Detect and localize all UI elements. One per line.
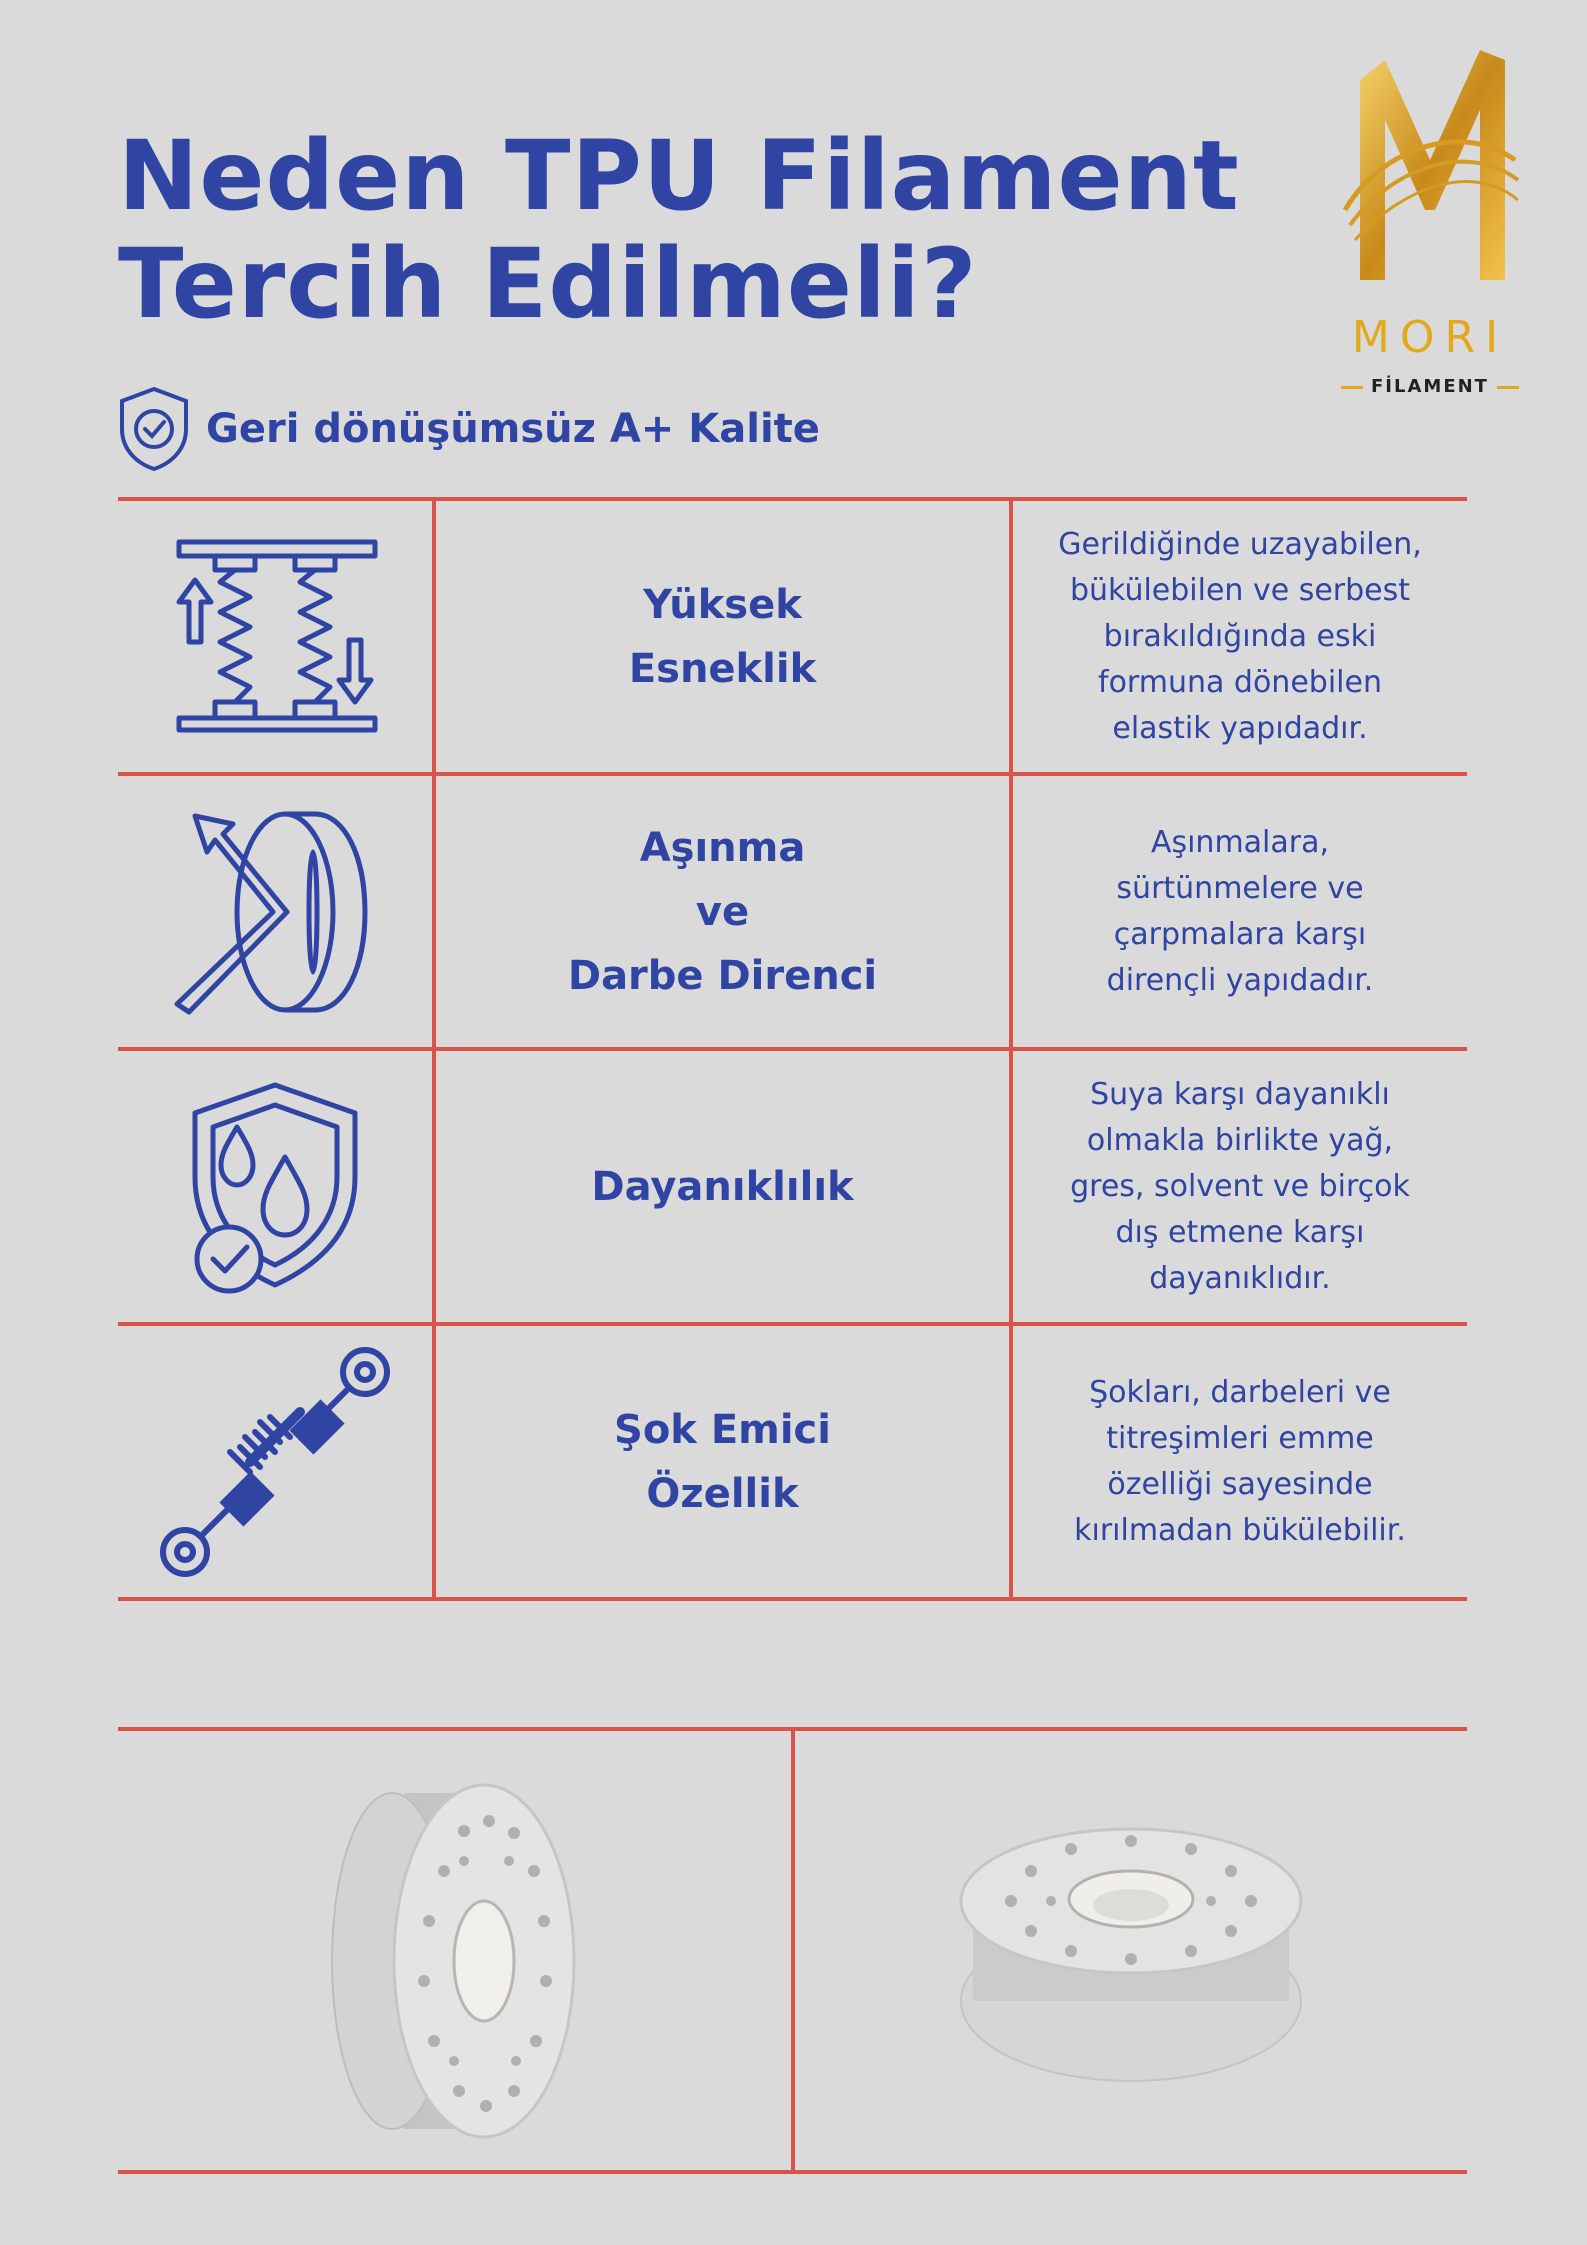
quality-badge-text: Geri dönüşümsüz A+ Kalite [206,406,820,452]
feature-title: Şok Emici Özellik [436,1326,1013,1597]
product-image-side [118,1731,795,2170]
page-title [118,122,1258,338]
feature-icon-cell [118,501,436,772]
impact-disc-icon [165,802,385,1022]
feature-description: Gerildiğinde uzayabilen, bükülebilen ve serbest bırakıldığında eski formuna dönebilen elastik yapıdadır. [1058,526,1422,746]
brand-name: MORI [1351,312,1509,363]
feature-description: Şokları, darbeleri ve titreşimleri emme özelliği sayesinde kırılmadan bükülebilir. [1074,1374,1406,1548]
feature-row [118,1047,1467,1322]
product-gallery [118,1727,1467,2174]
water-shield-icon [175,1077,375,1297]
feature-description: Suya karşı dayanıklı olmakla birlikte yağ, gres, solvent ve birçok dış etmene karşı dayanıklıdır. [1070,1076,1410,1296]
title-line-1: Neden TPU Filament [118,120,1240,232]
brand-logo [1330,40,1530,397]
feature-title: Dayanıklılık [436,1051,1013,1322]
feature-title: Yüksek Esneklik [436,501,1013,772]
feature-row [118,497,1467,772]
filament-spool-top-icon [951,1801,1311,2101]
feature-title: Aşınma ve Darbe Direnci [436,776,1013,1047]
brand-subtitle: FİLAMENT [1330,376,1530,397]
shield-check-icon [118,385,190,473]
product-image-top [795,1731,1468,2170]
feature-icon-cell [118,1051,436,1322]
shock-absorber-icon [155,1342,395,1582]
filament-spool-side-icon [304,1761,604,2141]
feature-row [118,1322,1467,1601]
quality-badge [118,384,820,474]
spring-elasticity-icon [165,522,385,752]
feature-icon-cell [118,776,436,1047]
feature-icon-cell [118,1326,436,1597]
title-line-2: Tercih Edilmeli? [118,228,978,340]
mori-monogram-icon [1340,40,1520,300]
feature-description: Aşınmalara, sürtünmelere ve çarpmalara karşı dirençli yapıdadır. [1106,824,1374,998]
feature-row [118,772,1467,1047]
feature-table [118,497,1467,1601]
